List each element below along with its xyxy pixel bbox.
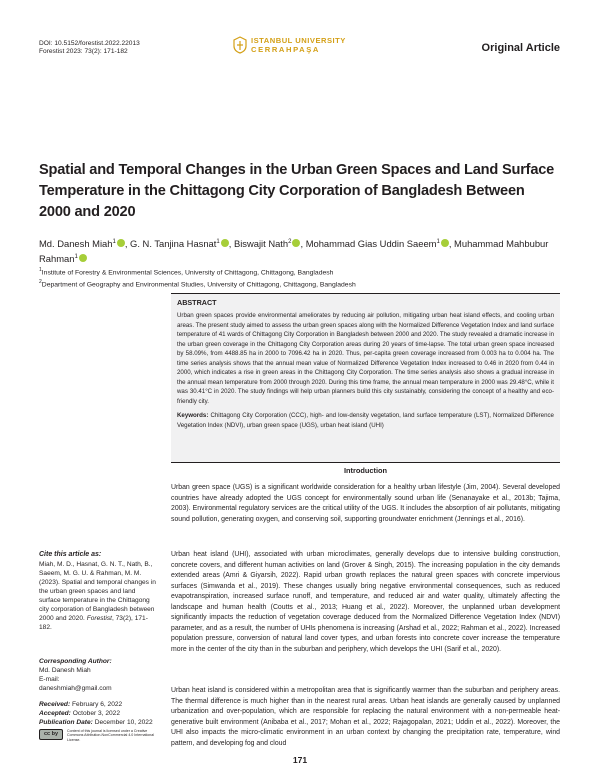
university-name-line1: ISTANBUL UNIVERSITY xyxy=(251,36,346,45)
author-list xyxy=(39,236,559,265)
university-logo xyxy=(233,35,383,57)
affiliations xyxy=(39,266,356,290)
received-date: February 6, 2022 xyxy=(72,701,123,708)
accepted-label: Accepted: xyxy=(39,710,71,718)
keywords-text: Chittagong City Corporation (CCC), high- and low-density vegetation, land surface temperature (LST), Normalized Difference Vegetation Index (NDVI), urban green space (UGS), urban heat island (UHI) xyxy=(177,412,554,429)
abstract-text: Urban green spaces provide environmental ameliorates by reducing air pollution, mitigating urban heat island effects, and cooling urban areas. The present study aimed to assess the urban green spaces along with the Normalized Difference Vegetation Index and land surface temperature of 41 wards of Chittagong City Corporation in Bangladesh between 2000 and 2020. The study revealed a dramatic increase in the urban green coverage in the Chittagong City Corporation areas during 20 years of time-lapse. The total urban green space increased by 58.09%, from 4488.85 ha in 2000 to 7096.42 ha in 2020. Thus, per-capita green coverage increased from 0.003 ha to 0.004 ha. The time series analysis shows that the annual mean value of Normalized Difference Vegetation Index increased to 0.46 in 2020 from 0.44 in 2000, which indicates a rise in green areas in the Chittagong City Corporation. The time series analysis also shows a gradual increase in the annual mean temperature from 2000 through 2020. During this time frame, the annual mean temperature in 2000 was 29.48°C, while it was 30.41°C in 2020. The study findings will help urban planners build this city sustainably, considering the concept of a healthy and eco-friendly city. xyxy=(177,312,554,405)
cc-license-badge[interactable]: cc by xyxy=(39,729,63,740)
page-number: 171 xyxy=(292,755,308,765)
intro-paragraph-1: Urban green space (UGS) is a significant worldwide consideration for a healthy urban lifestyle (Jim, 2004). Several developed countries have already adopted the UGS concept for environmentally sound urban life (Senanayake et al., 2013b; Tajima, 2003). Environmental regulatory services are the critical utility of the UGS. It includes the absorption of air pollutants, mitigating sound pollution, generating oxygen, and conserving soil, supporting groundwater enrichment (Jennings et al., 2016). xyxy=(171,484,560,523)
published-date: December 10, 2022 xyxy=(94,719,153,727)
dates-block xyxy=(39,700,157,728)
orcid-icon[interactable] xyxy=(221,239,229,247)
author-name: Md. Danesh Miah xyxy=(39,238,113,250)
abstract-heading: ABSTRACT xyxy=(177,298,217,307)
university-crest-icon xyxy=(233,36,247,54)
published-label: Publication Date: xyxy=(39,719,93,727)
intro-paragraph-2: Urban heat island (UHI), associated with urban microclimates, generally develops due to intensive building construction, concrete covers, and different human activities on land (Grover & Singh, 2015). The increasing population in the city demands extended areas (Amri & Giyarsih, 2022). Rapid urban growth replaces the natural green spaces with concrete impervious surfaces (Simwanda et al., 2019). These changes usually bring negative environmental consequences, such as reduced evapotranspiration, increased surface runoff, and temperature, and reduced air and water quality, ultimately affecting the landscape and human health (Coutts et al., 2013; Huang et al., 2022). Moreover, the unplanned urban development significantly impacts the reduction of vegetation coverage deduced from the Normalized Difference Vegetation Index (NDVI) parameter, and as a result, the number of UHIs phenomena is increasing (Arshad et al., 2022; Rahman et al., 2022). Increased population pressure, conversion of natural land cover types, and urban forests into concrete cover increase the temperature more in the center of the city than in the suburban and periphery, which develops the UHI (Sarif et al., 2020). xyxy=(171,551,560,653)
affiliation xyxy=(39,266,356,278)
intro-paragraph-3: Urban heat island is considered within a metropolitan area that is significantly warmer than the suburban and periphery areas. The thermal difference is much higher than in the nearest rural areas. Urban heat islands are generally caused by unplanned urbanization and over-population, which are responsible for replacing the natural environment with a non-permeable heat-generative built environment (Anibaba et al., 2017; Mohan et al., 2022; Rajagopalan, 2021; Uddin et al., 2022). Moreover, the UHI also impacts the micro-climatic environment in an urban context by changing the precipitation rate, temperature, wind pattern, and developing fog and cloud xyxy=(171,687,560,747)
cite-body: Miah, M. D., Hasnat, G. N. T., Nath, B., Saeem, M. G. U. & Rahman, M. M. (2023). Spatial and temporal changes in the urban green spaces and land surface temperature in the Chittagong city corporation of Bangladesh between 2000 and 2020. xyxy=(39,561,156,622)
email-block xyxy=(39,675,157,693)
orcid-icon[interactable] xyxy=(441,239,449,247)
affiliation-sup: 2 xyxy=(39,278,42,285)
doi-block xyxy=(39,40,140,57)
author-separator: , xyxy=(124,238,131,250)
article-type: Original Article xyxy=(481,42,560,54)
cite-heading: Cite this article as: xyxy=(39,551,102,558)
corresponding-heading: Corresponding Author: xyxy=(39,658,112,665)
author-name: Mohammad Gias Uddin Saeem xyxy=(305,238,437,250)
author-name: Biswajit Nath xyxy=(233,238,289,250)
cite-tail: , 73(2), 171-182. xyxy=(39,615,148,631)
keywords-label: Keywords: xyxy=(177,412,209,419)
author-separator: , xyxy=(448,238,455,250)
orcid-icon[interactable] xyxy=(117,239,125,247)
affiliation-text: Department of Geography and Environmental Studies, University of Chittagong, Chittagong, Bangladesh xyxy=(41,281,356,289)
keywords xyxy=(177,411,554,430)
author-separator: , xyxy=(228,238,234,250)
affiliation-text: Institute of Forestry & Environmental Sciences, University of Chittagong, Chittagong, Bangladesh xyxy=(41,269,334,277)
email-label: E-mail: xyxy=(39,676,60,683)
cite-text xyxy=(39,560,157,632)
received-label: Received: xyxy=(39,701,71,708)
cite-journal: Forestist xyxy=(86,615,112,622)
corresponding-name: Md. Danesh Miah xyxy=(39,667,91,674)
author-affiliation-sup: 1 xyxy=(216,239,220,245)
paper-title: Spatial and Temporal Changes in the Urban Green Spaces and Land Surface Temperature in the Chittagong City Corporation of Bangladesh Between 2000 and 2020 xyxy=(39,162,555,220)
affiliation-sup: 1 xyxy=(39,267,42,273)
author-separator: , xyxy=(300,238,306,250)
author-name: G. N. Tanjina Hasnat xyxy=(130,238,217,250)
intro-heading: Introduction xyxy=(343,466,388,475)
doi: DOI: 10.5152/forestist.2022.22013 xyxy=(39,40,140,47)
author-name: Muhammad Mahbubur Rahman xyxy=(39,238,549,264)
affiliation xyxy=(39,278,356,290)
author-affiliation-sup: 2 xyxy=(288,239,292,245)
license-text: Content of this journal is licensed under a Creative Commons Attribution-NonCommercial 4.0 International License. xyxy=(67,729,155,742)
author-affiliation-sup: 1 xyxy=(112,239,116,245)
university-name-line2: CERRAHPAŞA xyxy=(251,45,321,54)
journal-ref: Forestist 2023: 73(2): 171-182 xyxy=(39,48,128,56)
email-address[interactable]: daneshmiah@gmail.com xyxy=(39,685,112,692)
abstract-box xyxy=(171,293,560,463)
accepted-date: October 3, 2022 xyxy=(72,710,121,718)
orcid-icon[interactable] xyxy=(79,254,87,262)
author-affiliation-sup: 1 xyxy=(436,239,440,245)
author-affiliation-sup: 1 xyxy=(74,253,78,260)
